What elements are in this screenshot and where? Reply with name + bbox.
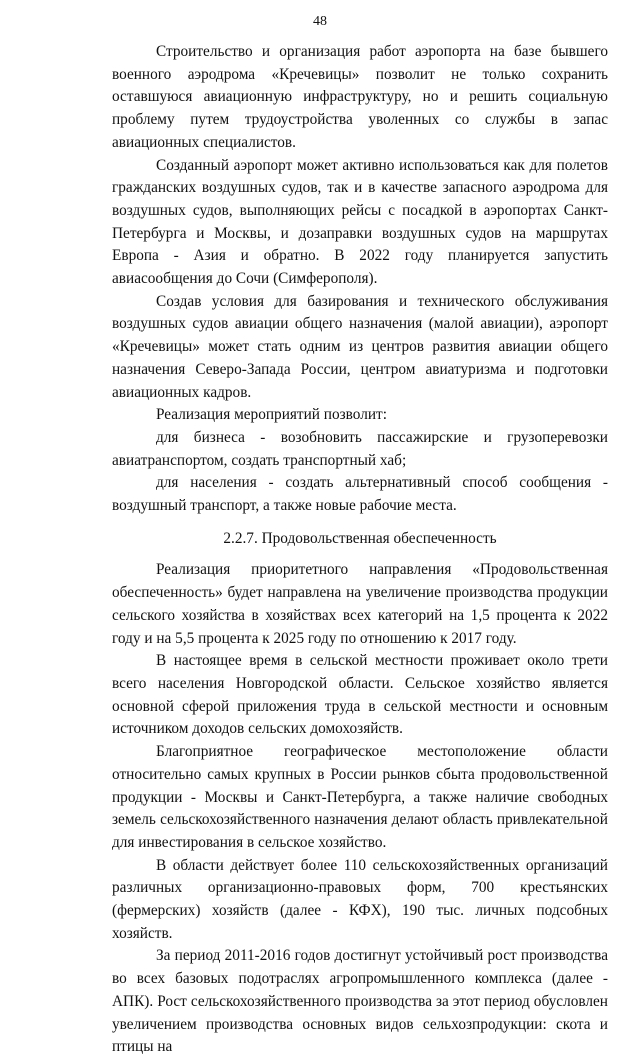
section-heading: 2.2.7. Продовольственная обеспеченность	[223, 529, 497, 547]
paragraph: Создав условия для базирования и технического обслуживания воздушных судов авиации общего назначения (малой авиации), аэропорт «Кречевицы» может стать одним из центров развития авиации общего назначения Северо-Запада России, центром авиатуризма и подготовки авиационных кадров.	[112, 292, 608, 401]
list-item: для населения - создать альтернативный способ сообщения - воздушный транспорт, а также новые рабочие места.	[112, 474, 608, 515]
paragraph: Строительство и организация работ аэропорта на базе бывшего военного аэродрома «Кречевицы» позволит не только сохранить оставшуюся авиационную инфраструктуру, но и решить социальную проблему путем трудоустройства уволенных со службы в запас авиационных специалистов.	[112, 43, 608, 151]
paragraph: Реализация приоритетного направления «Продовольственная обеспеченность» будет направлена на увеличение производства продукции сельского хозяйства в хозяйствах всех категорий на 1,5 процента к 2022 году и на 5,5 процента к 2025 году по отношению к 2017 году.	[112, 561, 608, 647]
paragraph: Реализация мероприятий позволит:	[156, 406, 387, 424]
paragraph: За период 2011-2016 годов достигнут устойчивый рост производства во всех базовых подотраслях агропромышленного комплекса (далее - АПК). Рост сельскохозяйственного производства за этот период обусловлен увеличением производства основных видов сельхозпродукции: скота и птицы на	[112, 947, 608, 1056]
paragraph: Созданный аэропорт может активно использоваться как для полетов гражданских воздушных судов, так и в качестве запасного аэродрома для воздушных судов, выполняющих рейсы с посадкой в аэропортах Санкт-Петербурга и Москвы, и дозаправки воздушных судов на маршрутах Европа - Азия и обратно. В 2022 году планируется запустить авиасообщения до Сочи (Симферополя).	[112, 156, 608, 288]
list-item: для бизнеса - возобновить пассажирские и грузоперевозки авиатранспортом, создать транспортный хаб;	[112, 428, 608, 469]
paragraph: В настоящее время в сельской местности проживает около трети всего населения Новгородской области. Сельское хозяйство является основной сферой приложения труда в сельской местности и основным источником доходов сельских домохозяйств.	[112, 652, 608, 738]
paragraph: В области действует более 110 сельскохозяйственных организаций различных организационно-правовых форм, 700 крестьянских (фермерских) хозяйств (далее - КФХ), 190 тыс. личных подсобных хозяйств.	[112, 856, 608, 942]
page-body	[112, 41, 608, 1059]
page-number: 48	[313, 14, 327, 29]
paragraph: Благоприятное географическое местоположение области относительно самых крупных в России рынков сбыта продовольственной продукции - Москвы и Санкт-Петербурга, а также наличие свободных земель сельскохозяйственного назначения делают область привлекательной для инвестирования в сельское хозяйство.	[112, 743, 608, 851]
